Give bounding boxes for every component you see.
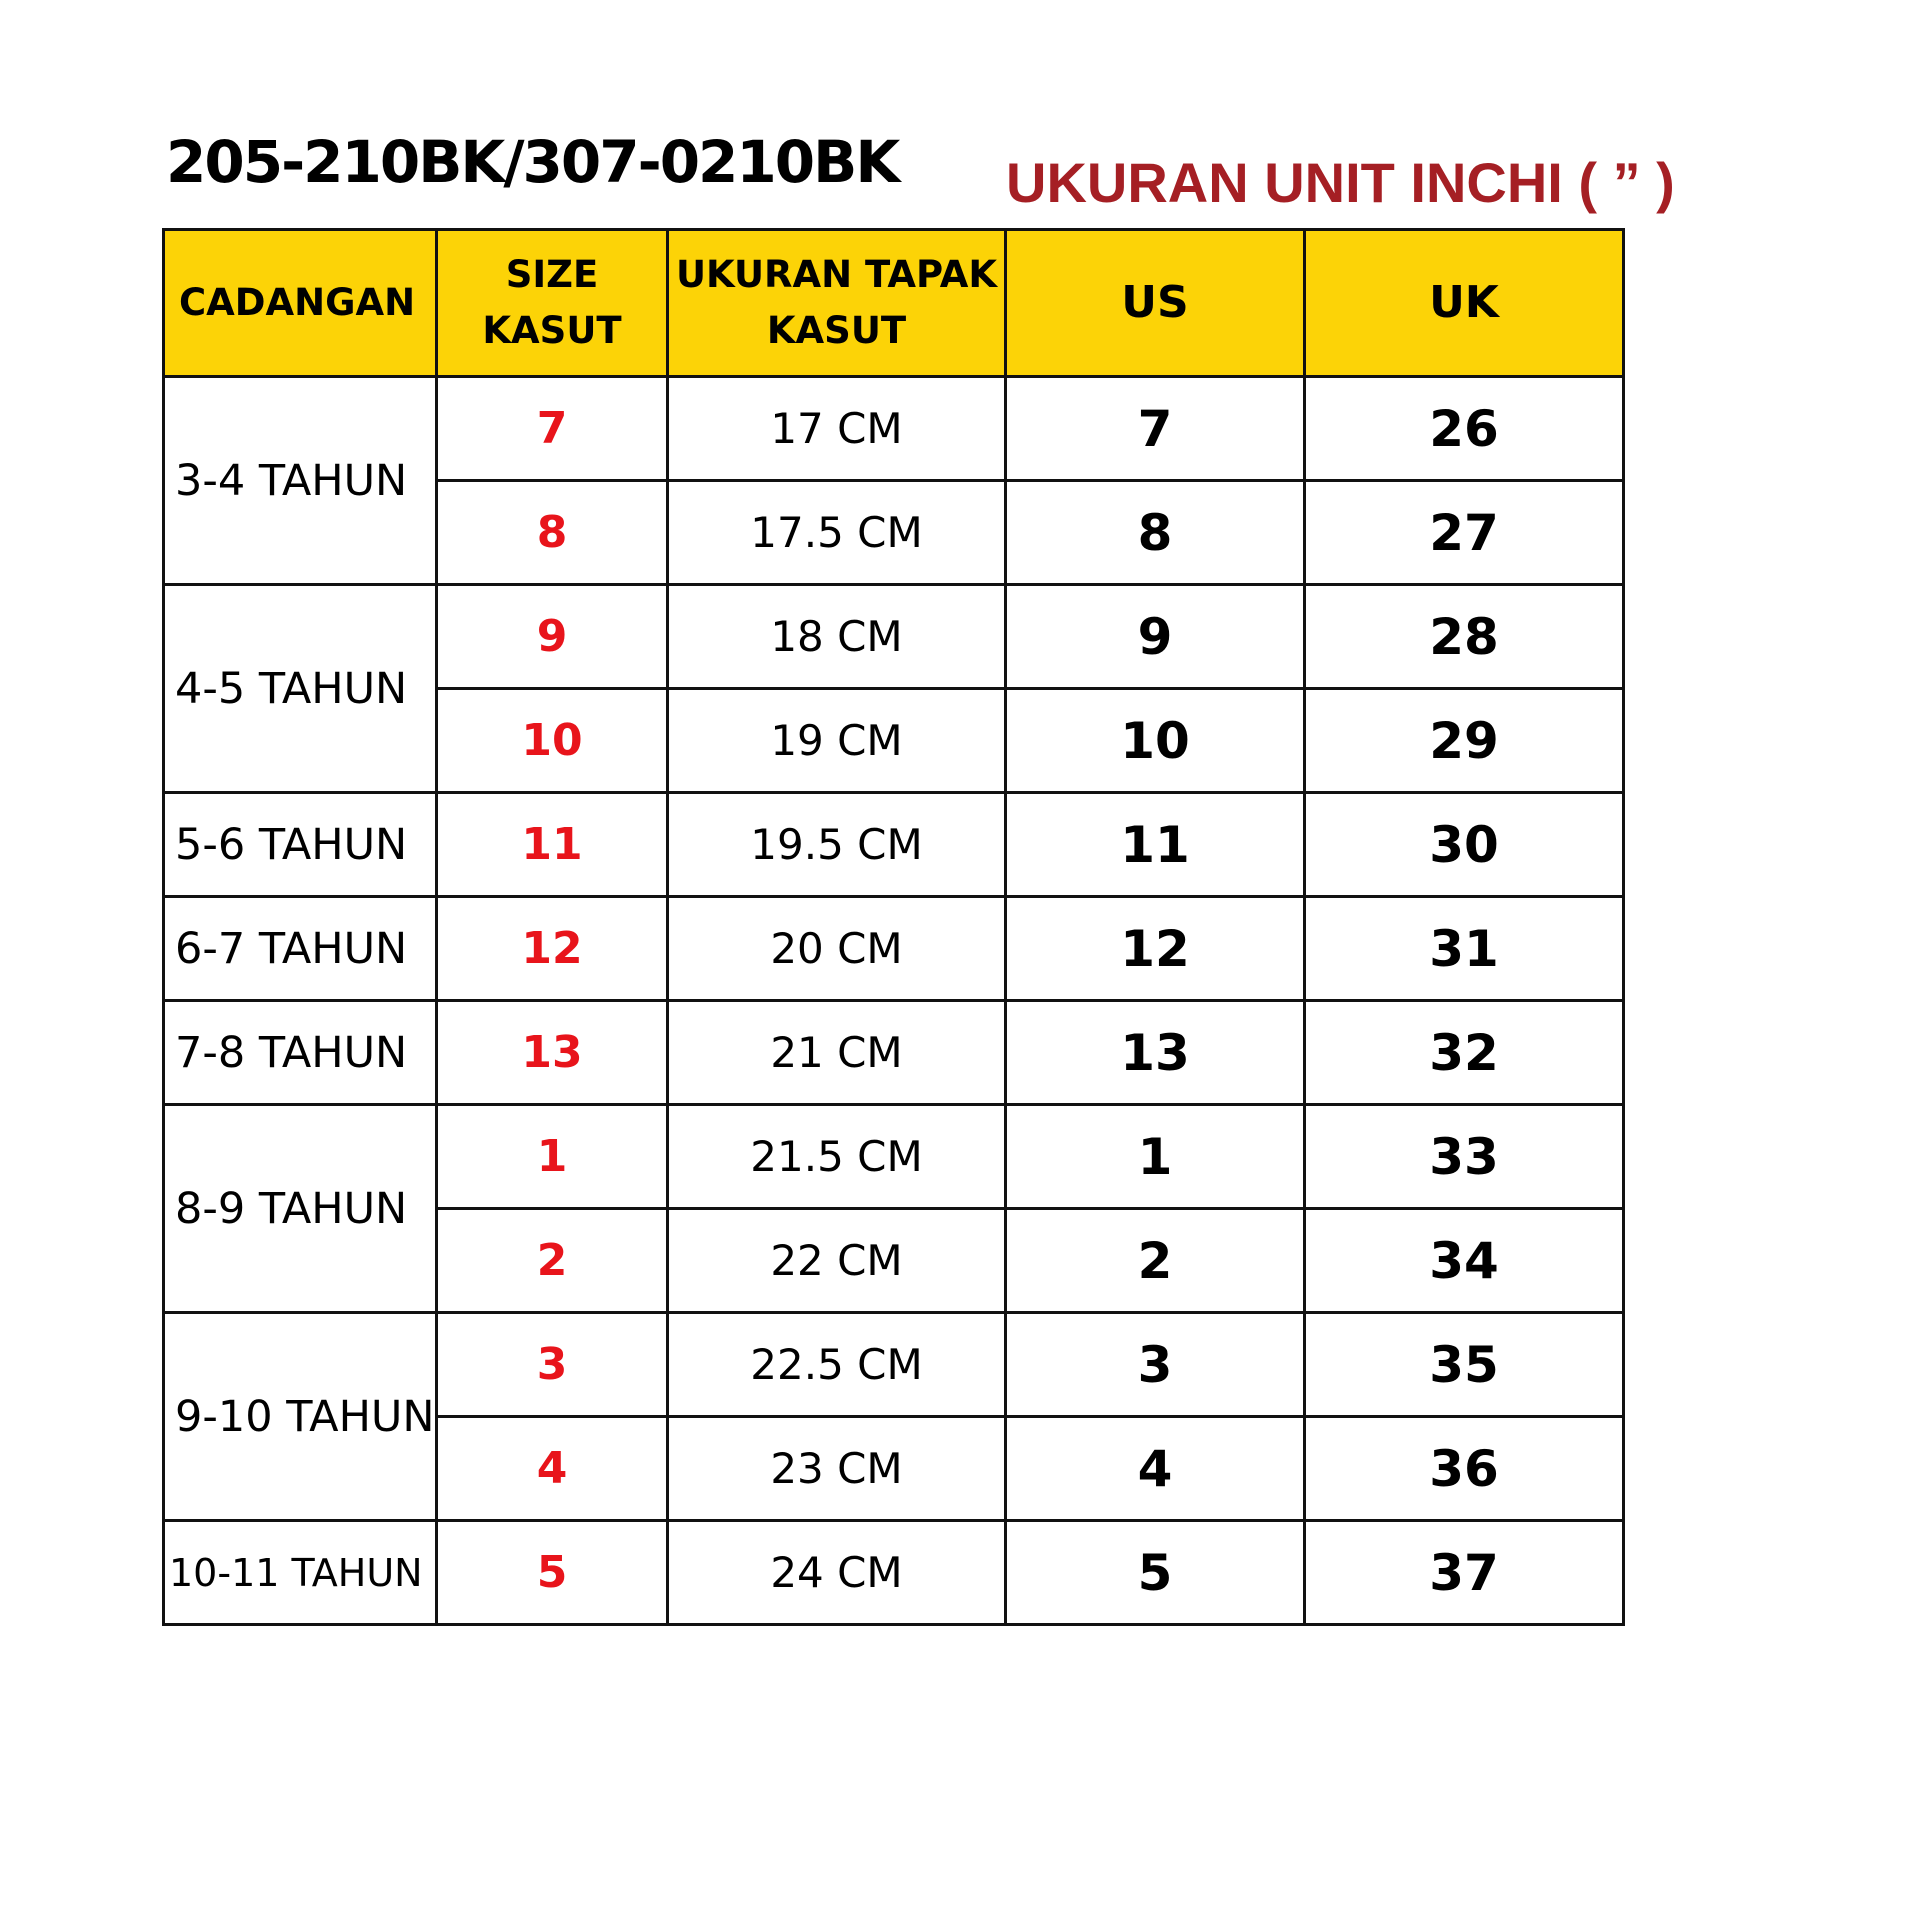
uk-size-cell: 27 bbox=[1305, 481, 1624, 585]
us-size-cell: 12 bbox=[1006, 897, 1305, 1001]
model-code-title: 205-210BK/307-0210BK bbox=[166, 128, 899, 196]
size-cell: 12 bbox=[437, 897, 668, 1001]
column-header-sole-line2: KASUT bbox=[766, 309, 907, 352]
size-cell: 3 bbox=[437, 1313, 668, 1417]
age-cell: 8-9 TAHUN bbox=[164, 1105, 437, 1313]
age-cell: 5-6 TAHUN bbox=[164, 793, 437, 897]
size-cell: 1 bbox=[437, 1105, 668, 1209]
sole-length-cell: 22.5 CM bbox=[668, 1313, 1006, 1417]
age-cell: 3-4 TAHUN bbox=[164, 377, 437, 585]
us-size-cell: 2 bbox=[1006, 1209, 1305, 1313]
uk-size-cell: 35 bbox=[1305, 1313, 1624, 1417]
size-cell: 8 bbox=[437, 481, 668, 585]
size-cell: 7 bbox=[437, 377, 668, 481]
age-cell: 6-7 TAHUN bbox=[164, 897, 437, 1001]
sole-length-cell: 17 CM bbox=[668, 377, 1006, 481]
column-header-size-kasut bbox=[437, 230, 668, 377]
sole-length-cell: 21 CM bbox=[668, 1001, 1006, 1105]
sole-length-cell: 18 CM bbox=[668, 585, 1006, 689]
table-row bbox=[164, 377, 1624, 481]
table-row bbox=[164, 1521, 1624, 1625]
sole-length-cell: 22 CM bbox=[668, 1209, 1006, 1313]
us-size-cell: 4 bbox=[1006, 1417, 1305, 1521]
table-row bbox=[164, 1001, 1624, 1105]
sole-length-cell: 21.5 CM bbox=[668, 1105, 1006, 1209]
uk-size-cell: 36 bbox=[1305, 1417, 1624, 1521]
size-cell: 5 bbox=[437, 1521, 668, 1625]
us-size-cell: 7 bbox=[1006, 377, 1305, 481]
table-header-row bbox=[164, 230, 1624, 377]
column-header-cadangan: CADANGAN bbox=[164, 230, 437, 377]
age-cell: 7-8 TAHUN bbox=[164, 1001, 437, 1105]
uk-size-cell: 28 bbox=[1305, 585, 1624, 689]
us-size-cell: 11 bbox=[1006, 793, 1305, 897]
column-header-us: US bbox=[1006, 230, 1305, 377]
unit-note-heading: UKURAN UNIT INCHI ( ” ) bbox=[1006, 151, 1675, 214]
uk-size-cell: 33 bbox=[1305, 1105, 1624, 1209]
column-header-uk: UK bbox=[1305, 230, 1624, 377]
size-cell: 4 bbox=[437, 1417, 668, 1521]
sole-length-cell: 19.5 CM bbox=[668, 793, 1006, 897]
table-row bbox=[164, 897, 1624, 1001]
age-cell: 9-10 TAHUN bbox=[164, 1313, 437, 1521]
table-row bbox=[164, 1105, 1624, 1209]
column-header-ukuran-tapak bbox=[668, 230, 1006, 377]
uk-size-cell: 37 bbox=[1305, 1521, 1624, 1625]
size-cell: 11 bbox=[437, 793, 668, 897]
sole-length-cell: 24 CM bbox=[668, 1521, 1006, 1625]
size-cell: 9 bbox=[437, 585, 668, 689]
us-size-cell: 10 bbox=[1006, 689, 1305, 793]
us-size-cell: 5 bbox=[1006, 1521, 1305, 1625]
us-size-cell: 9 bbox=[1006, 585, 1305, 689]
size-cell: 13 bbox=[437, 1001, 668, 1105]
column-header-size-line1: SIZE bbox=[505, 253, 599, 296]
us-size-cell: 3 bbox=[1006, 1313, 1305, 1417]
table-row bbox=[164, 585, 1624, 689]
size-cell: 2 bbox=[437, 1209, 668, 1313]
sole-length-cell: 20 CM bbox=[668, 897, 1006, 1001]
sole-length-cell: 19 CM bbox=[668, 689, 1006, 793]
sole-length-cell: 17.5 CM bbox=[668, 481, 1006, 585]
age-cell: 4-5 TAHUN bbox=[164, 585, 437, 793]
size-chart-table bbox=[162, 228, 1625, 1626]
uk-size-cell: 29 bbox=[1305, 689, 1624, 793]
uk-size-cell: 31 bbox=[1305, 897, 1624, 1001]
size-cell: 10 bbox=[437, 689, 668, 793]
column-header-sole-line1: UKURAN TAPAK bbox=[675, 253, 998, 296]
table-row bbox=[164, 1313, 1624, 1417]
uk-size-cell: 26 bbox=[1305, 377, 1624, 481]
uk-size-cell: 34 bbox=[1305, 1209, 1624, 1313]
uk-size-cell: 30 bbox=[1305, 793, 1624, 897]
column-header-size-line2: KASUT bbox=[482, 309, 622, 352]
uk-size-cell: 32 bbox=[1305, 1001, 1624, 1105]
us-size-cell: 1 bbox=[1006, 1105, 1305, 1209]
sole-length-cell: 23 CM bbox=[668, 1417, 1006, 1521]
table-row bbox=[164, 793, 1624, 897]
age-cell: 10-11 TAHUN bbox=[164, 1521, 437, 1625]
us-size-cell: 8 bbox=[1006, 481, 1305, 585]
us-size-cell: 13 bbox=[1006, 1001, 1305, 1105]
